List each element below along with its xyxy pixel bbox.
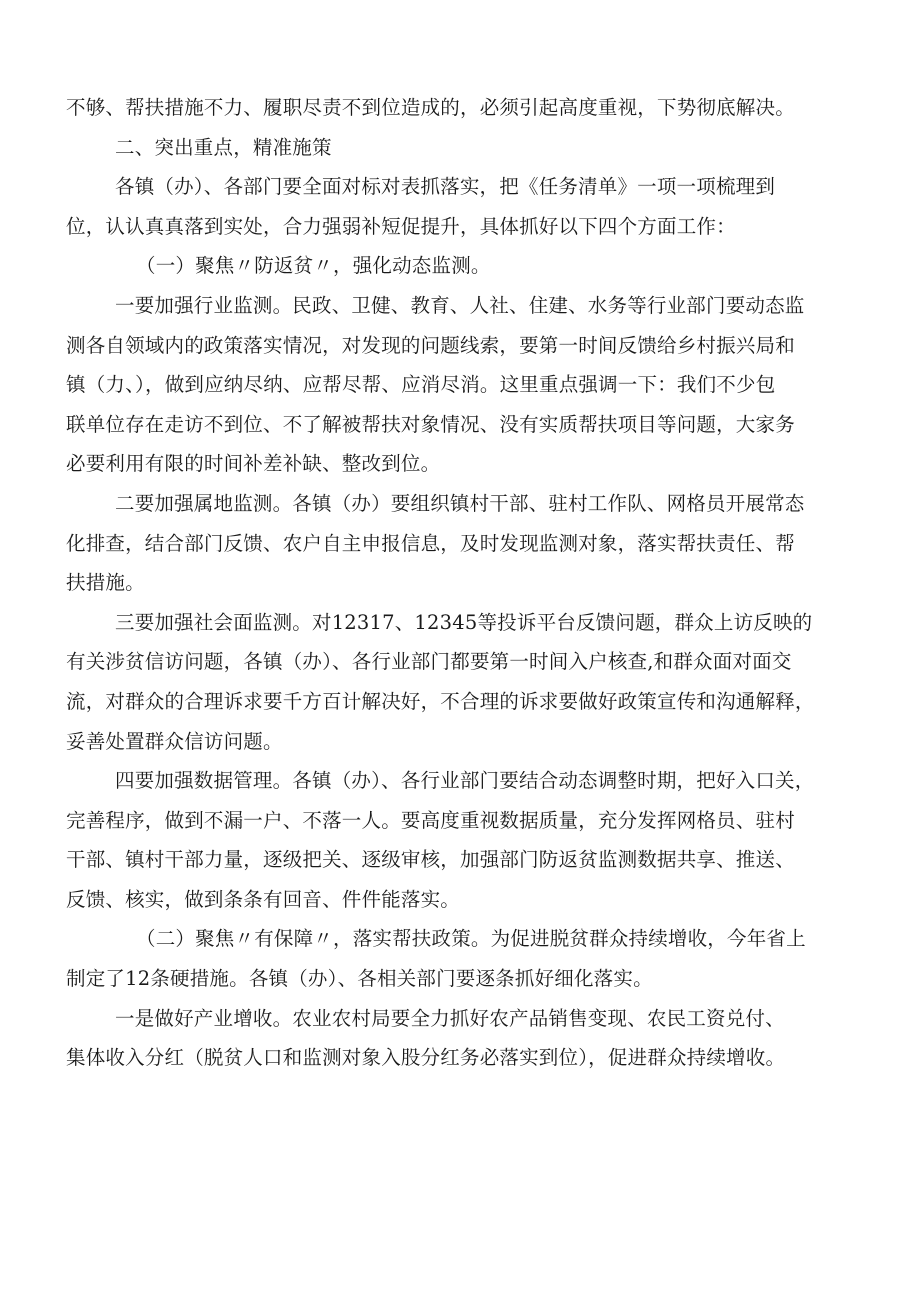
paragraph-line-10: 必要利用有限的时间补差补缺、整改到位。	[66, 452, 441, 476]
paragraph-line-3: 各镇（办）、各部门要全面对标对表抓落实，把《任务清单》一项一项梳理到	[115, 175, 776, 199]
paragraph-line-8: 镇（力、），做到应纳尽纳、应帮尽帮、应消尽消。这里重点强调一下：我们不少包	[66, 373, 776, 397]
paragraph-line-16: 流，对群众的合理诉求要千方百计解决好，不合理的诉求要做好政策宣传和沟通解释，	[66, 689, 815, 713]
paragraph-line-14: 三要加强社会面监测。对12317、12345等投诉平台反馈问题，群众上访反映的	[115, 610, 813, 634]
paragraph-line-19: 完善程序，做到不漏一户、不落一人。要高度重视数据质量，充分发挥网格员、驻村	[66, 808, 795, 832]
section-heading: 二、突出重点，精准施策	[115, 135, 332, 159]
paragraph-line-4: 位，认认真真落到实处，合力强弱补短促提升，具体抓好以下四个方面工作：	[66, 214, 736, 238]
paragraph-line-17: 妥善处置群众信访问题。	[66, 729, 283, 753]
paragraph-line-12: 化排查，结合部门反馈、农户自主申报信息，及时发现监测对象，落实帮扶责任、帮	[66, 531, 795, 555]
paragraph-line-11: 二要加强属地监测。各镇（办）要组织镇村干部、驻村工作队、网格员开展常态	[115, 491, 805, 515]
paragraph-line-13: 扶措施。	[66, 571, 145, 595]
paragraph-line-7: 测各自领域内的政策落实情况，对发现的问题线索，要第一时间反馈给乡村振兴局和	[66, 333, 795, 357]
paragraph-line-6: 一要加强行业监测。民政、卫健、教育、人社、住建、水务等行业部门要动态监	[115, 293, 805, 317]
paragraph-line-18: 四要加强数据管理。各镇（办）、各行业部门要结合动态调整时期，把好入口关，	[115, 769, 815, 793]
paragraph-line-23: 制定了12条硬措施。各镇（办）、各相关部门要逐条抓好细化落实。	[66, 967, 653, 991]
subsection-heading-2: （二）聚焦〃有保障〃，落实帮扶政策。为促进脱贫群众持续增收，今年省上	[136, 927, 806, 951]
paragraph-line-15: 有关涉贫信访问题，各镇（办）、各行业部门都要第一时间入户核查,和群众面对面交	[66, 650, 792, 674]
paragraph-line-1: 不够、帮扶措施不力、履职尽责不到位造成的，必须引起高度重视，下势彻底解决。	[66, 96, 795, 119]
paragraph-line-9: 联单位存在走访不到位、不了解被帮扶对象情况、没有实质帮扶项目等问题，大家务	[66, 412, 795, 436]
paragraph-line-20: 干部、镇村干部力量，逐级把关、逐级审核，加强部门防返贫监测数据共享、推送、	[66, 848, 795, 872]
document-body	[66, 88, 852, 1078]
paragraph-line-21: 反馈、核实，做到条条有回音、件件能落实。	[66, 887, 461, 911]
paragraph-line-25: 集体收入分红（脱贫人口和监测对象入股分红务必落实到位），促进群众持续增收。	[66, 1046, 786, 1070]
subsection-heading-1: （一）聚焦〃防返贫〃，强化动态监测。	[136, 254, 491, 278]
paragraph-line-24: 一是做好产业增收。农业农村局要全力抓好农产品销售变现、农民工资兑付、	[115, 1006, 785, 1030]
